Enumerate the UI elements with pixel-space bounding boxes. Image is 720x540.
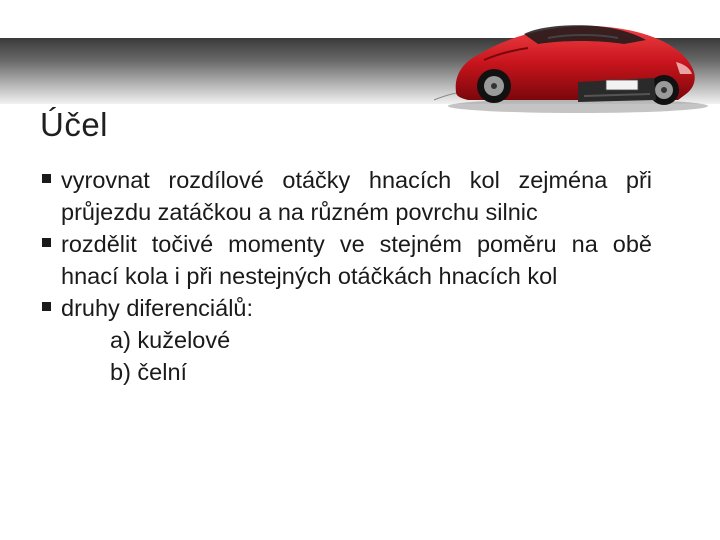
bullet-item: druhy diferenciálů: [40, 292, 652, 324]
slide-title: Účel [40, 106, 109, 143]
bullet-item: rozdělit točivé momenty ve stejném poměru na obě hnací kola i při nestejných otáčkách hnacích kol [40, 228, 652, 292]
bullet-item: vyrovnat rozdílové otáčky hnacích kol zejména při průjezdu zatáčkou a na různém povrchu silnic [40, 164, 652, 228]
subitem: b) čelní [110, 359, 188, 385]
slide-content [40, 164, 652, 388]
subitem: a) kuželové [110, 327, 231, 353]
red-sports-car-image [428, 14, 710, 116]
